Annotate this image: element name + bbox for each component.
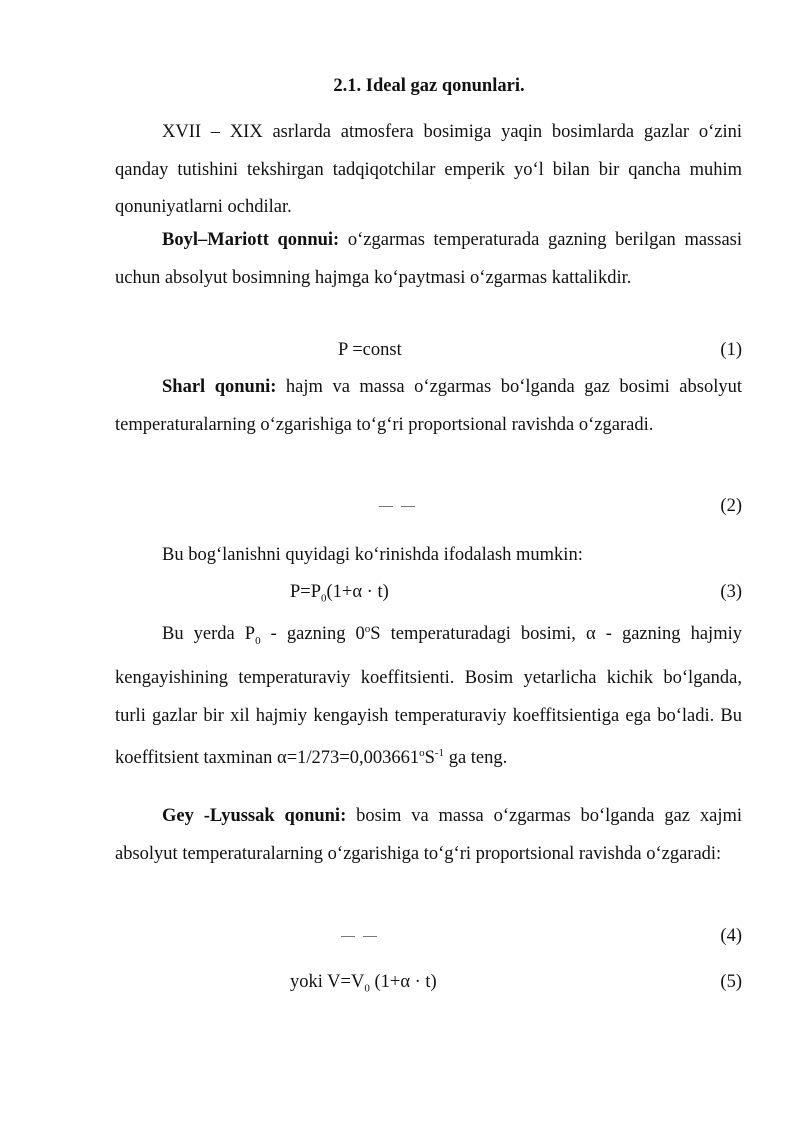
- equation-3-lhs: P=P: [290, 582, 322, 602]
- explain-text: - gazning 0: [260, 624, 365, 645]
- equation-2-fraction-bars: [375, 496, 419, 517]
- equation-3: [115, 582, 742, 612]
- explain-text: S temperaturadagi bosimi, α - gazning hajmiy kengayishining temperaturaviy koeffitsienti. Bosim yetarlicha kichik bo‘lganda, turli gazlar bir xil hajmiy kengayish temperaturaviy koeffitsientiga ega bo‘ladi. Bu koeffitsient taxminan α=1/273=0,003661: [115, 624, 742, 769]
- equation-4-number: (4): [720, 926, 742, 946]
- charles-text: hajm va massa o‘zgarmas bo‘lganda gaz bosimi absolyut temperaturalarning o‘zgarishiga to‘g‘ri proportsional ravishda o‘zgaradi.: [115, 377, 742, 435]
- equation-1-expr: P =const: [338, 340, 402, 360]
- explain-text: Bu yerda P: [162, 624, 256, 645]
- equation-2-number: (2): [720, 496, 742, 516]
- equation-3-expr: [290, 582, 389, 605]
- gaylussac-paragraph: [115, 798, 742, 873]
- fraction-bar: [379, 506, 393, 507]
- subscript: 0: [255, 634, 261, 647]
- equation-5-lhs: yoki V=V: [290, 972, 365, 992]
- charles-heading: Sharl qonuni:: [162, 377, 277, 397]
- equation-5-number: (5): [720, 972, 742, 992]
- gaylussac-text: bosim va massa o‘zgarmas bo‘lganda gaz xajmi absolyut temperaturalarning o‘zgarishiga to‘g‘ri proportsional ravishda o‘zgaradi:: [115, 806, 742, 864]
- degree-sign: o: [364, 623, 371, 635]
- superscript: -1: [434, 747, 445, 760]
- equation-3-subscript: 0: [321, 592, 327, 605]
- equation-1: [115, 340, 742, 370]
- explain-text: ga teng.: [444, 748, 508, 769]
- equation-5-expr: [290, 972, 437, 995]
- equation-2: [115, 496, 742, 526]
- equation-5-subscript: 0: [364, 982, 370, 995]
- equation-3-number: (3): [720, 582, 742, 602]
- fraction-bar: [401, 506, 415, 507]
- boyle-heading: Boyl–Mariott qonnui:: [162, 230, 340, 250]
- explanation-paragraph: [115, 611, 742, 778]
- gaylussac-heading: Gey -Lyussak qonuni:: [162, 806, 347, 826]
- boyle-paragraph: [115, 222, 742, 297]
- degree-sign: o: [419, 747, 425, 760]
- boyle-text: o‘zgarmas temperaturada gazning berilgan massasi uchun absolyut bosimning hajmga ko‘paytmasi o‘zgarmas kattalikdir.: [115, 230, 742, 288]
- equation-5-rhs: (1+α · t): [369, 972, 437, 992]
- equation-3-rhs: (1+α · t): [326, 582, 389, 602]
- explain-text: S: [424, 748, 435, 769]
- equation-4-fraction-bars: [337, 926, 381, 947]
- equation-1-number: (1): [720, 340, 742, 360]
- relation-paragraph: Bu bog‘lanishni quyidagi ko‘rinishda ifodalash mumkin:: [162, 545, 583, 565]
- section-title: 2.1. Ideal gaz qonunlari.: [333, 76, 525, 96]
- equation-5: [115, 972, 742, 1002]
- fraction-bar: [363, 936, 377, 937]
- charles-paragraph: [115, 369, 742, 444]
- fraction-bar: [341, 936, 355, 937]
- equation-4: [115, 926, 742, 956]
- intro-paragraph: XVII – XIX asrlarda atmosfera bosimiga yaqin bosimlarda gazlar o‘zini qanday tutishini tekshirgan tadqiqotchilar emperik yo‘l bilan bir qancha muhim qonuniyatlarni ochdilar.: [115, 122, 742, 217]
